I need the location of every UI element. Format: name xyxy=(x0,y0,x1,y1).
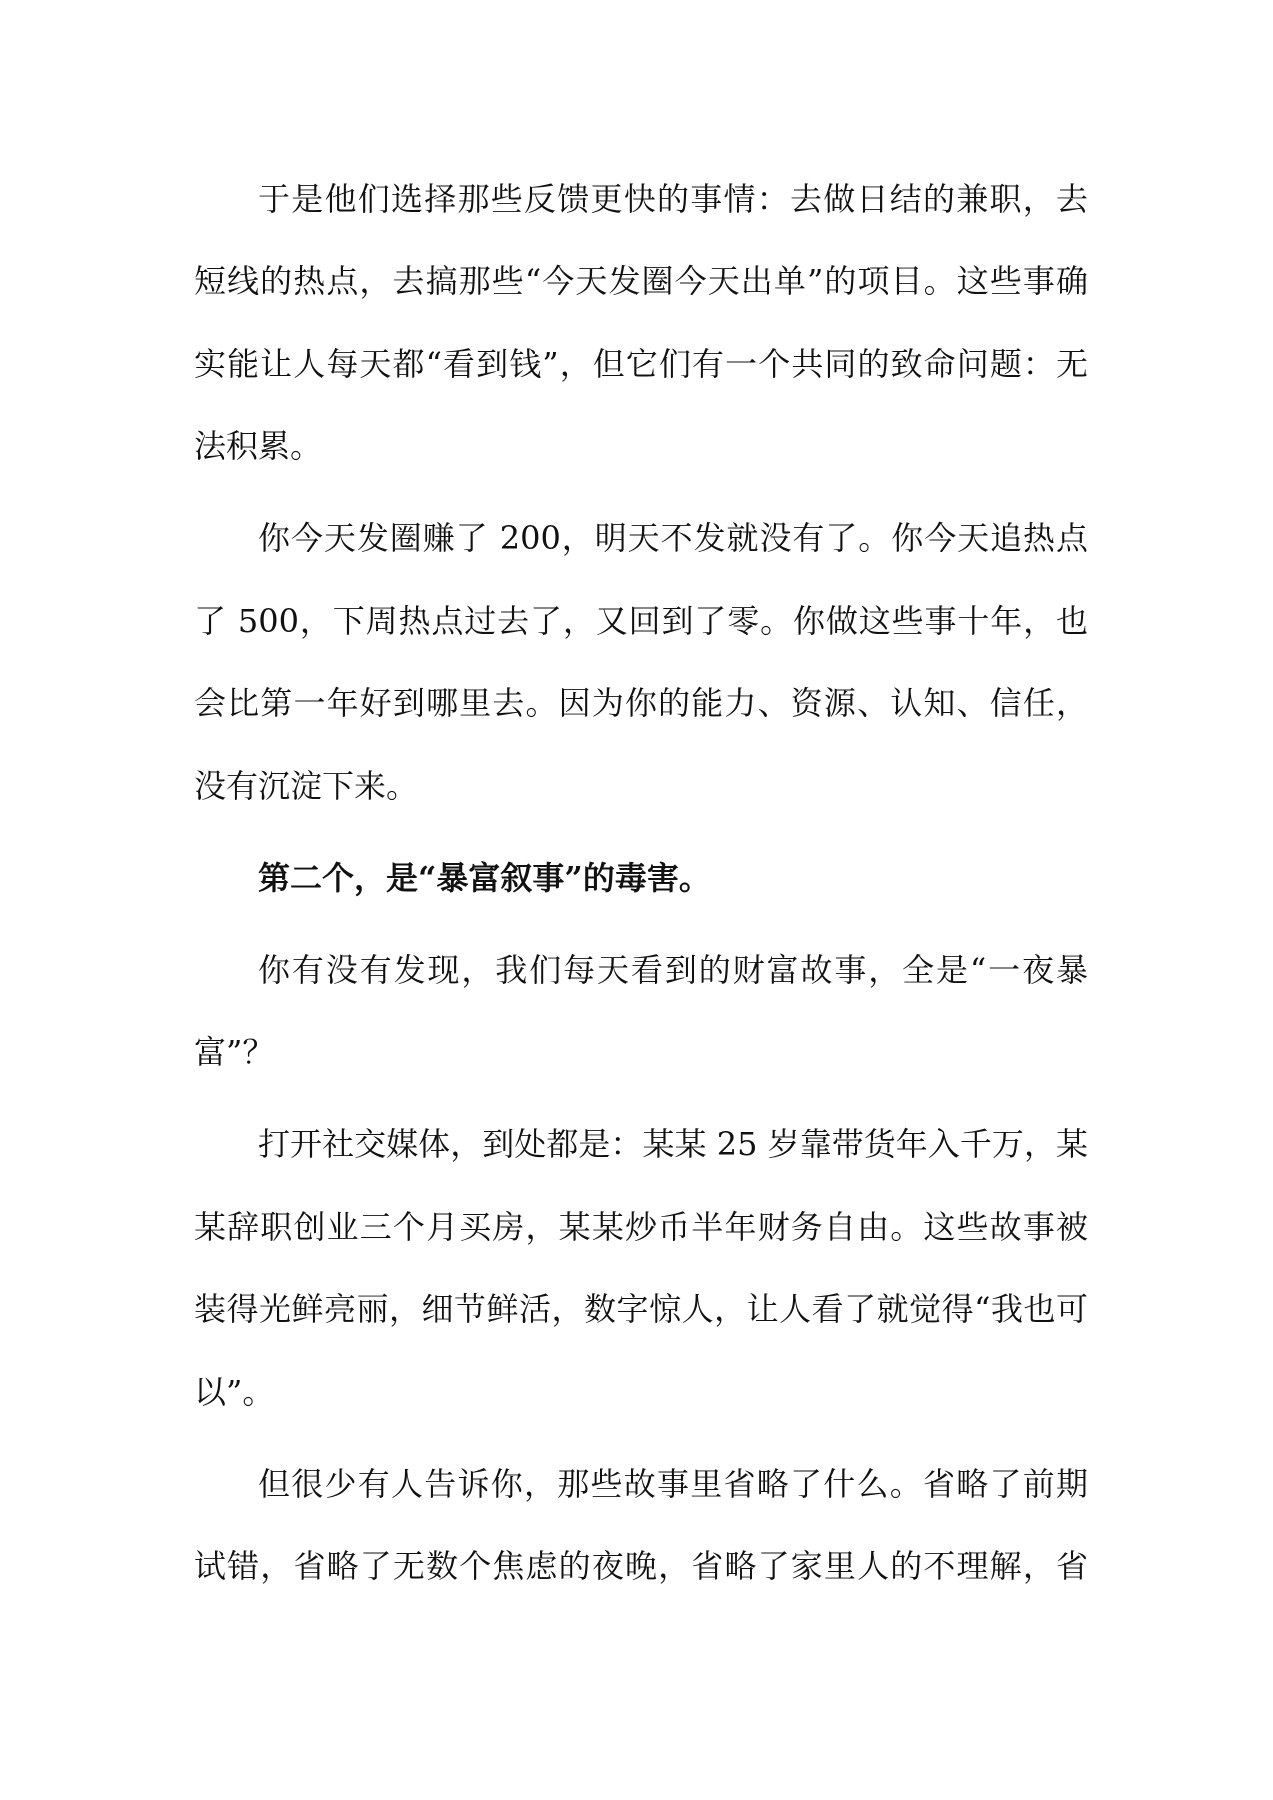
paragraph xyxy=(194,1103,1088,1433)
paragraph-line: 短线的热点，去搞那些“今天发圈今天出单”的项目。这些事确 xyxy=(194,262,1088,301)
paragraph xyxy=(194,158,1088,488)
paragraph-line: 某辞职创业三个月买房，某某炒币半年财务自由。这些故事被 xyxy=(194,1207,1088,1246)
paragraph xyxy=(194,1443,1088,1608)
paragraph-line: 以”。 xyxy=(194,1372,275,1411)
paragraph-line: 没有沉淀下来。 xyxy=(194,766,419,805)
paragraph-line: 你今天发圈赚了 200，明天不发就没有了。你今天追热点 xyxy=(258,519,1088,558)
paragraph-line: 会比第一年好到哪里去。因为你的能力、资源、认知、信任， xyxy=(194,684,1088,723)
paragraph xyxy=(194,497,1088,827)
paragraph-line: 富”？ xyxy=(194,1033,275,1072)
section-heading xyxy=(194,837,1088,920)
paragraph-line: 你有没有发现，我们每天看到的财富故事，全是“一夜暴 xyxy=(258,950,1088,989)
paragraph-line: 于是他们选择那些反馈更快的事情：去做日结的兼职，去 xyxy=(258,179,1088,218)
paragraph-line: 打开社交媒体，到处都是：某某 25 岁靠带货年入千万，某 xyxy=(258,1125,1088,1164)
paragraph-line: 了 500，下周热点过去了，又回到了零。你做这些事十年，也 xyxy=(194,601,1088,640)
section-heading-text: 第二个，是“暴富叙事”的毒害。 xyxy=(258,858,711,897)
paragraph-line: 装得光鲜亮丽，细节鲜活，数字惊人，让人看了就觉得“我也可 xyxy=(194,1290,1088,1329)
text-column xyxy=(194,158,1088,1618)
paragraph-line: 但很少有人告诉你，那些故事里省略了什么。省略了前期 xyxy=(258,1464,1088,1503)
paragraph-line: 法积累。 xyxy=(194,427,323,466)
paragraph-line: 试错，省略了无数个焦虑的夜晚，省略了家里人的不理解，省 xyxy=(194,1547,1088,1586)
paragraph-line: 实能让人每天都“看到钱”，但它们有一个共同的致命问题：无 xyxy=(194,344,1088,383)
paragraph xyxy=(194,929,1088,1094)
